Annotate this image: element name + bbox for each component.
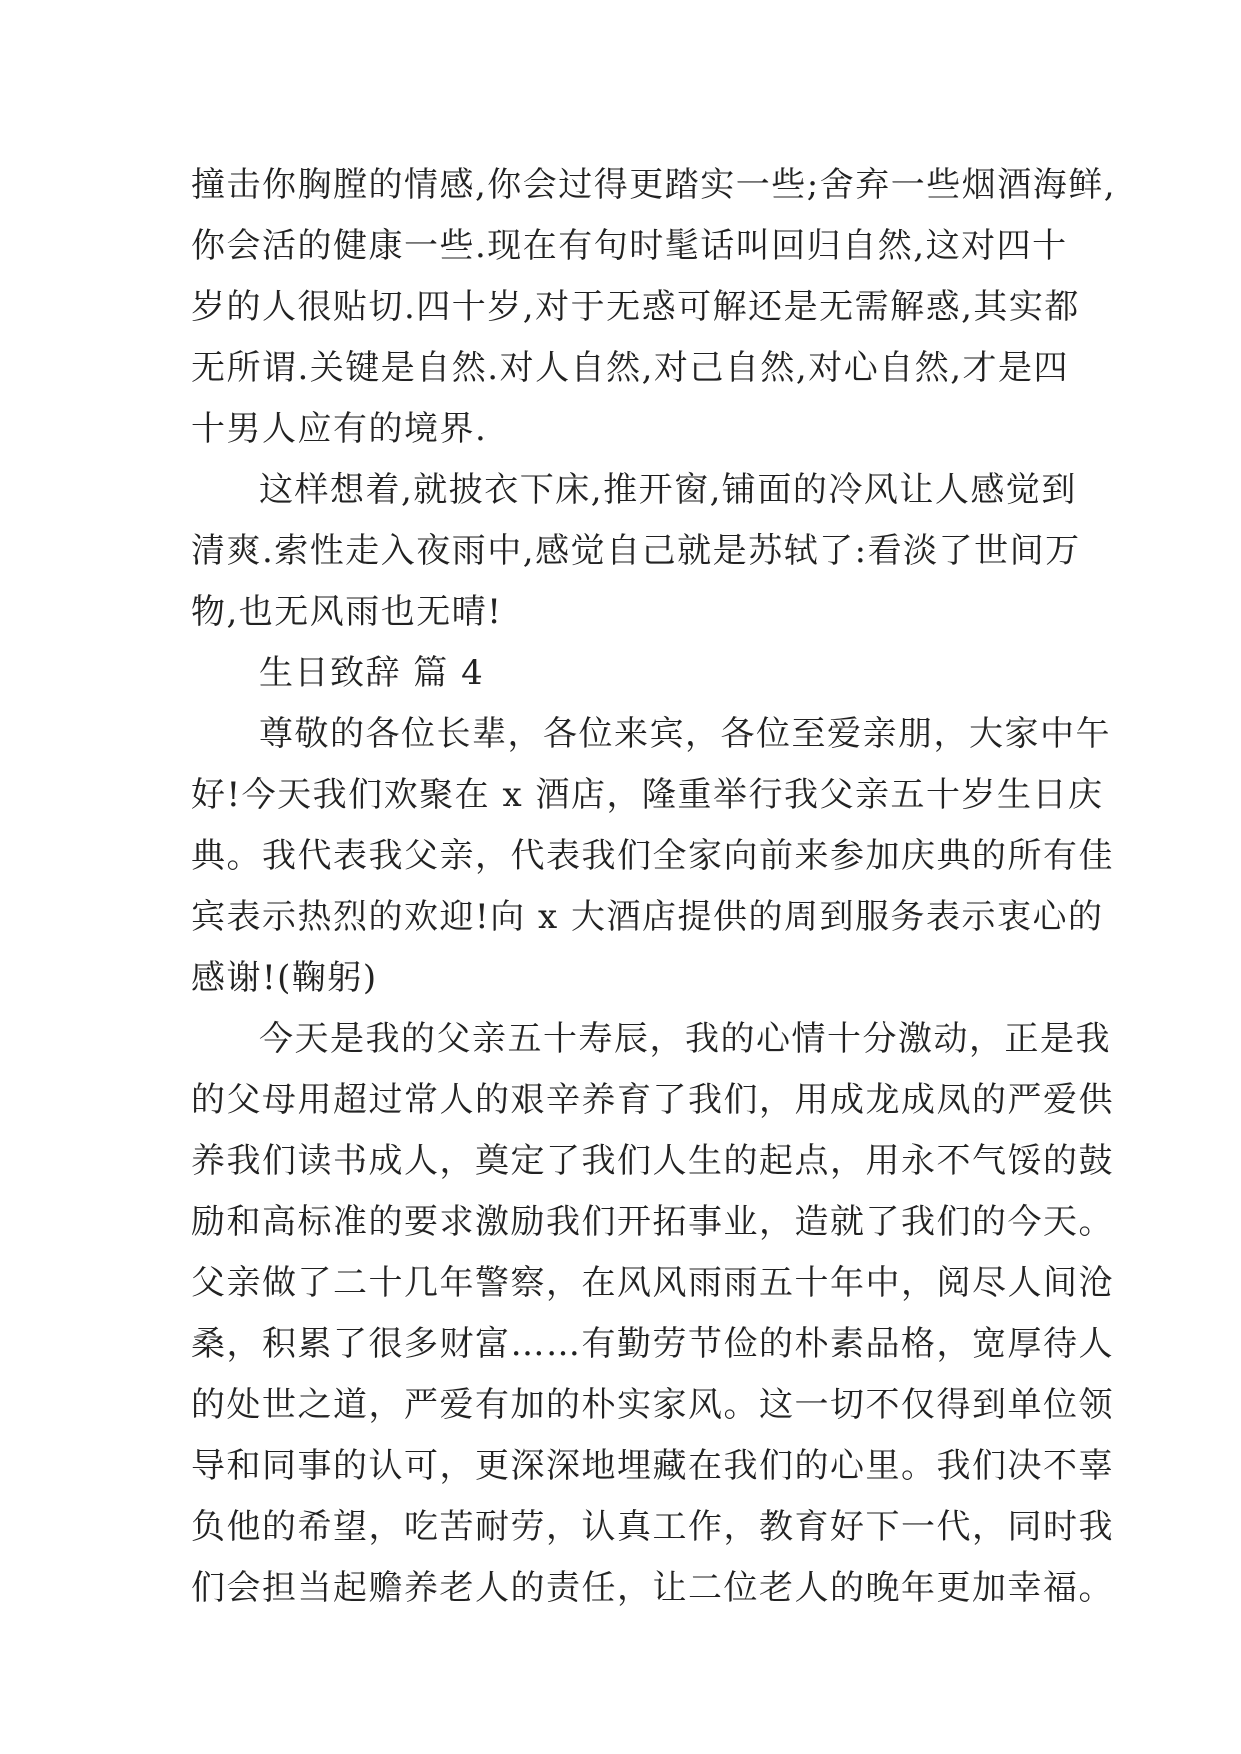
text-line: 今天是我的父亲五十寿辰，我的心情十分激动，正是我 — [259, 1019, 1111, 1059]
text-line: 生日致辞 篇 4 — [259, 653, 485, 693]
text-line: 励和高标准的要求激励我们开拓事业，造就了我们的今天。 — [191, 1202, 1114, 1242]
text-line: 好!今天我们欢聚在 x 酒店，隆重举行我父亲五十岁生日庆 — [191, 775, 1104, 815]
text-line: 桑，积累了很多财富……有勤劳节俭的朴素品格，宽厚待人 — [191, 1324, 1114, 1364]
text-line: 物,也无风雨也无晴! — [191, 592, 503, 632]
text-line: 岁的人很贴切.四十岁,对于无惑可解还是无需解惑,其实都 — [191, 287, 1080, 327]
text-line: 宾表示热烈的欢迎!向 x 大酒店提供的周到服务表示衷心的 — [191, 897, 1104, 937]
text-line: 清爽.索性走入夜雨中,感觉自己就是苏轼了:看淡了世间万 — [191, 531, 1081, 571]
text-line: 你会活的健康一些.现在有句时髦话叫回归自然,这对四十 — [191, 226, 1068, 266]
text-line: 感谢!(鞠躬) — [191, 958, 378, 998]
text-line: 的父母用超过常人的艰辛养育了我们，用成龙成凤的严爱供 — [191, 1080, 1114, 1120]
text-line: 父亲做了二十几年警察，在风风雨雨五十年中，阅尽人间沧 — [191, 1263, 1114, 1303]
text-line: 尊敬的各位长辈，各位来宾，各位至爱亲朋，大家中午 — [259, 714, 1111, 754]
text-line: 这样想着,就披衣下床,推开窗,铺面的冷风让人感觉到 — [259, 470, 1077, 510]
text-line: 导和同事的认可，更深深地埋藏在我们的心里。我们决不辜 — [191, 1446, 1114, 1486]
text-line: 养我们读书成人，奠定了我们人生的起点，用永不气馁的鼓 — [191, 1141, 1114, 1181]
text-line: 撞击你胸膛的情感,你会过得更踏实一些;舍弃一些烟酒海鲜, — [191, 165, 1117, 205]
text-line: 典。我代表我父亲，代表我们全家向前来参加庆典的所有佳 — [191, 836, 1114, 876]
text-line: 无所谓.关键是自然.对人自然,对己自然,对心自然,才是四 — [191, 348, 1070, 388]
document-body — [191, 155, 1117, 1619]
text-line: 们会担当起赡养老人的责任，让二位老人的晚年更加幸福。 — [191, 1568, 1114, 1608]
text-line: 的处世之道，严爱有加的朴实家风。这一切不仅得到单位领 — [191, 1385, 1114, 1425]
text-line: 负他的希望，吃苦耐劳，认真工作，教育好下一代，同时我 — [191, 1507, 1114, 1547]
text-line: 十男人应有的境界. — [191, 409, 488, 449]
